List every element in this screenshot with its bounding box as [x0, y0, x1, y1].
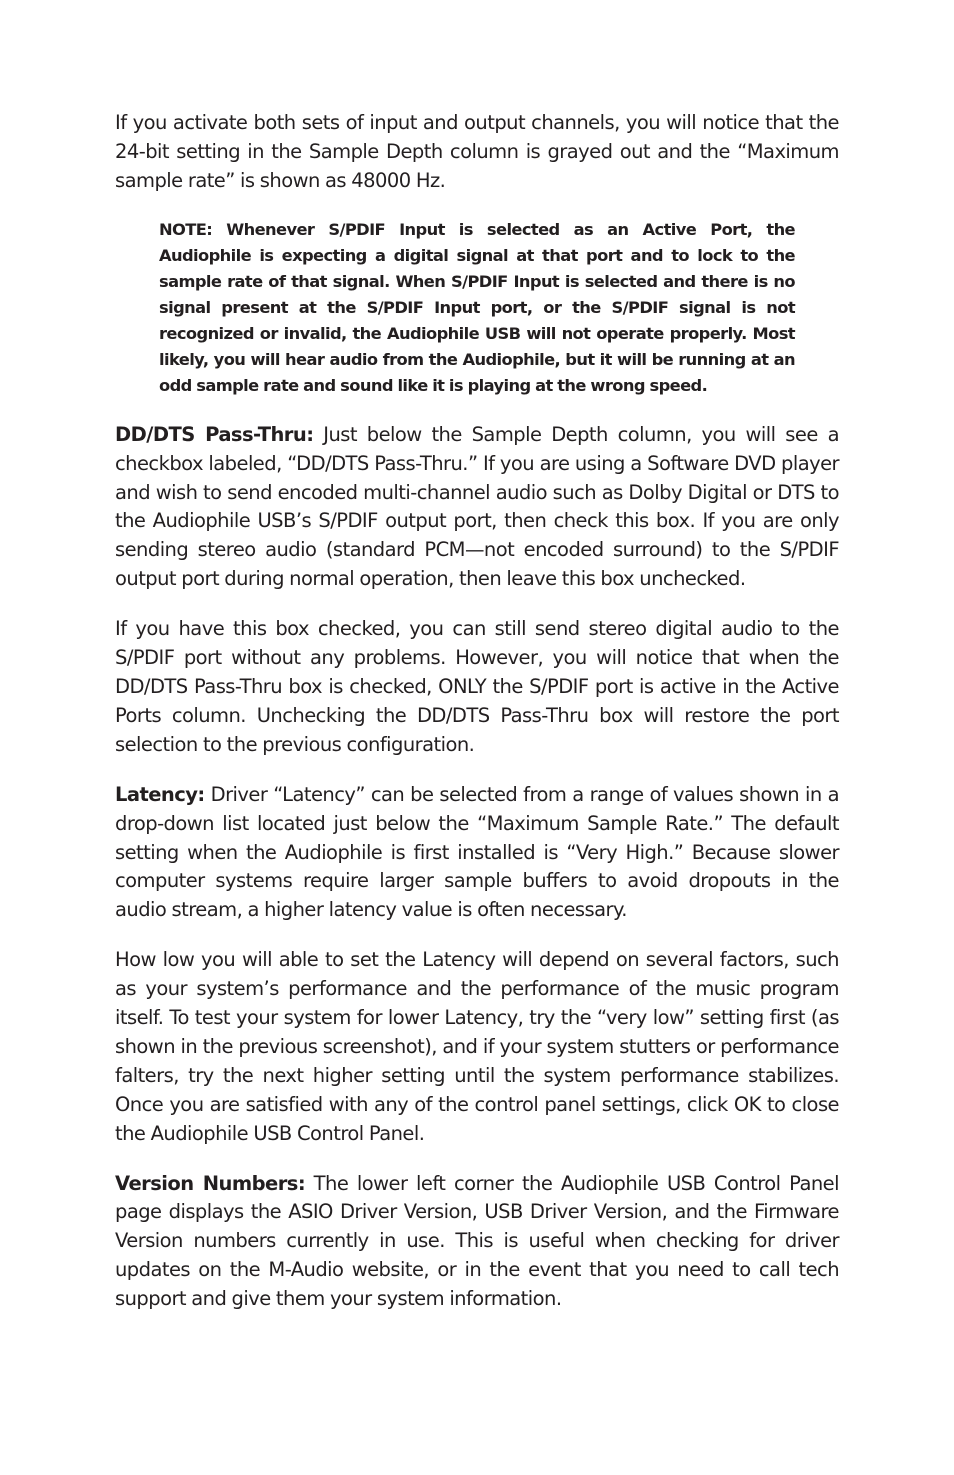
version-heading: Version Numbers: [115, 1171, 306, 1195]
dd-dts-heading: DD/DTS Pass-Thru: [115, 422, 314, 446]
note-block: NOTE: Whenever S/PDIF Input is selected as an Active Port, the Audiophile is expecting a digital signal at that port and to lock to the sample rate of that signal. When S/PDIF Input is selected and there is no signal present at the S/PDIF Input port, or the S/PDIF signal is not recognized or invalid, the Audiophile USB will not operate properly. Most likely, you will hear audio from the Audiophile, but it will be running at an odd sample rate and sound like it is playing at the wrong speed. [159, 219, 795, 395]
latency-followup-paragraph: How low you will able to set the Latency will depend on several factors, such as your system’s performance and the performance of the music program itself. To test your system for lower Latency, try the “very low” setting first (as shown in the previous screenshot), and if your system stutters or performance falters, try the next higher setting until the system performance stabilizes. Once you are satisfied with any of the control panel settings, click OK to close the Audiophile USB Control Panel. [115, 948, 839, 1145]
version-paragraph [115, 1170, 839, 1315]
version-text: The lower left corner the Audiophile USB Control Panel page displays the ASIO Driver Version, USB Driver Version, and the Firmware Version numbers currently in use. This is useful when checking for driver updates on the M-Audio website, or in the event that you need to call tech support and give them your system information. [115, 1171, 839, 1311]
dd-dts-followup-paragraph: If you have this box checked, you can still send stereo digital audio to the S/PDIF port without any problems. However, you will notice that when the DD/DTS Pass-Thru box is checked, ONLY the S/PDIF port is active in the Active Ports column. Unchecking the DD/DTS Pass-Thru box will restore the port selection to the previous configuration. [115, 617, 839, 756]
latency-heading: Latency: [115, 782, 205, 806]
latency-text: Driver “Latency” can be selected from a range of values shown in a drop-down list located just below the “Maximum Sample Rate.” The default setting when the Audiophile is first installed is “Very High.” Because slower computer systems require larger sample buffers to avoid dropouts in the audio stream, a higher latency value is often necessary. [115, 782, 839, 922]
latency-paragraph [115, 781, 839, 926]
intro-paragraph: If you activate both sets of input and output channels, you will notice that the 24-bit setting in the Sample Depth column is grayed out and the “Maximum sample rate” is shown as 48000 Hz. [115, 111, 839, 192]
document-page [115, 109, 839, 1335]
dd-dts-text: Just below the Sample Depth column, you will see a checkbox labeled, “DD/DTS Pass-Thru.” If you are using a Software DVD player and wish to send encoded multi-channel audio such as Dolby Digital or DTS to the Audiophile USB’s S/PDIF output port, then check this box. If you are only sending stereo audio (standard PCM—not encoded surround) to the S/PDIF output port during normal operation, then leave this box unchecked. [115, 422, 839, 591]
dd-dts-paragraph [115, 421, 839, 594]
